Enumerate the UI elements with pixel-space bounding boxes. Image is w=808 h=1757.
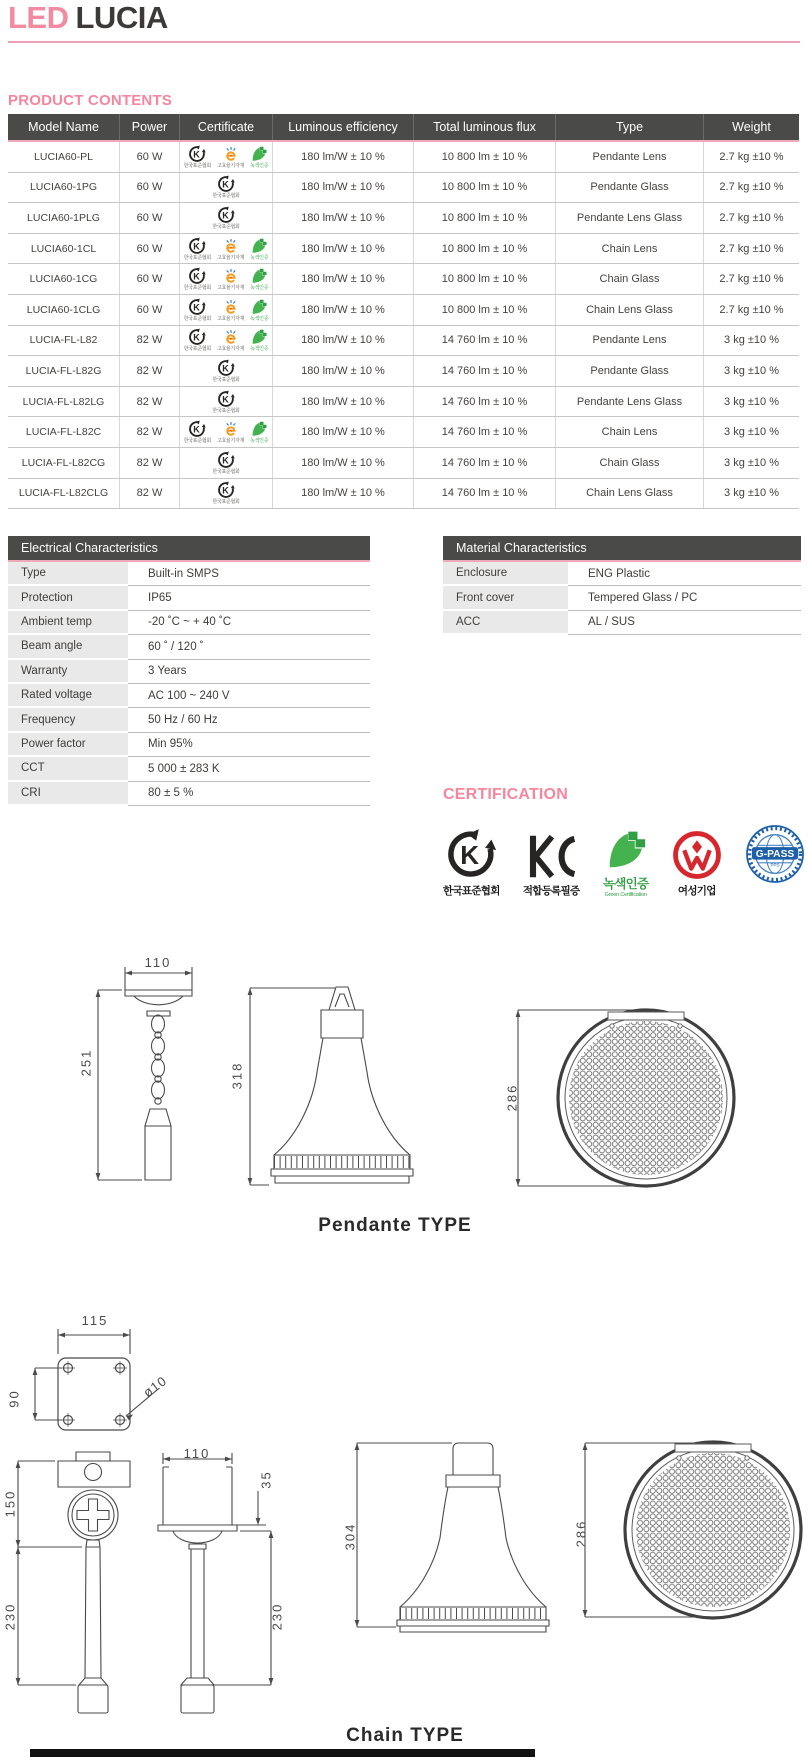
cell-type: Chain Lens <box>556 234 704 264</box>
cert-caption: 고효율기자재 <box>216 285 245 292</box>
women-enterprise-logo <box>672 810 722 898</box>
green-cert-caption: 녹색인증 <box>602 877 649 891</box>
cell-type: Pendante Lens Glass <box>556 203 704 233</box>
cert-caption: 한국표준협회 <box>212 407 240 414</box>
electrical-characteristics-table <box>8 536 370 806</box>
cell-power: 82 W <box>120 448 180 478</box>
women-enterprise-caption: 여성기업 <box>677 885 716 897</box>
cell-type: Pendante Glass <box>556 173 704 203</box>
table-row <box>8 264 799 295</box>
characteristic-value: -20 ˚C ~ + 40 ˚C <box>128 611 370 635</box>
cell-model-name: LUCIA60-1PG <box>8 173 120 203</box>
cert-caption: 한국표준협회 <box>183 438 211 445</box>
characteristic-row <box>8 635 370 659</box>
cell-certificates <box>180 173 273 203</box>
cell-total-luminous-flux: 10 800 lm ± 10 % <box>414 295 556 325</box>
cell-power: 60 W <box>120 295 180 325</box>
chain-hole-diameter-dim: ø10 <box>140 1372 170 1401</box>
energy-efficiency-mark-icon <box>217 237 244 261</box>
cell-weight: 2.7 kg ±10 % <box>719 303 784 316</box>
ks-mark-icon <box>184 237 211 261</box>
characteristic-label: Enclosure <box>443 562 568 584</box>
chain-face-drawing <box>560 1430 805 1630</box>
cell-certificates <box>180 295 273 325</box>
footer-bar <box>30 1749 535 1757</box>
gpass-logo-icon <box>745 824 805 884</box>
characteristic-value: 3 Years <box>128 660 370 684</box>
cell-luminous-efficiency: 180 lm/W ± 10 % <box>273 356 414 386</box>
chain-canopy-height-dim: 35 <box>258 1470 274 1489</box>
cert-caption: 녹색인증 <box>250 254 269 261</box>
cell-weight: 3 kg ±10 % <box>724 334 779 347</box>
characteristic-row <box>443 562 801 586</box>
cert-caption: 녹색인증 <box>250 285 269 292</box>
characteristic-label: Warranty <box>8 660 128 682</box>
cert-caption: 한국표준협회 <box>212 499 240 506</box>
col-header-total-luminous-flux: Total luminous flux <box>414 114 556 140</box>
cell-luminous-efficiency: 180 lm/W ± 10 % <box>273 173 414 203</box>
green-cert-mark-icon <box>250 267 268 291</box>
cell-weight: 2.7 kg ±10 % <box>719 242 784 255</box>
chain-body-drawing <box>330 1430 570 1640</box>
cell-type: Chain Glass <box>556 264 704 294</box>
characteristic-row <box>8 611 370 635</box>
cell-luminous-efficiency: 180 lm/W ± 10 % <box>273 295 414 325</box>
cert-caption: 녹색인증 <box>250 162 269 169</box>
brand-led: LED <box>8 0 69 35</box>
chain-plate-width-dim: 115 <box>81 1313 109 1328</box>
gpass-subtext: PPS <box>770 862 780 868</box>
characteristic-row <box>8 684 370 708</box>
pendante-body-height-dim: 318 <box>229 1061 245 1090</box>
cell-luminous-efficiency: 180 lm/W ± 10 % <box>273 264 414 294</box>
cell-certificates <box>180 234 273 264</box>
green-cert-mark-icon <box>250 298 268 322</box>
cell-weight: 3 kg ±10 % <box>724 456 779 469</box>
cell-certificates <box>180 387 273 417</box>
cell-total-luminous-flux: 10 800 lm ± 10 % <box>414 234 556 264</box>
ks-mark-icon <box>212 206 239 230</box>
ks-logo <box>443 810 500 898</box>
characteristic-value: 50 Hz / 60 Hz <box>128 708 370 732</box>
chain-face-diameter-dim: 286 <box>573 1519 589 1548</box>
table-row <box>8 387 799 418</box>
green-cert-logo-icon <box>603 827 649 873</box>
characteristic-value: 60 ˚ / 120 ˚ <box>128 635 370 659</box>
cert-caption: 한국표준협회 <box>183 254 211 261</box>
cell-power: 82 W <box>120 417 180 447</box>
ks-mark-icon <box>212 390 239 414</box>
cell-certificates <box>180 142 273 172</box>
ks-mark-icon <box>212 481 239 505</box>
chain-bracket-side-drawing <box>0 1445 140 1720</box>
cert-caption: 한국표준협회 <box>212 223 240 230</box>
cert-caption: 녹색인증 <box>250 438 269 445</box>
pendante-chain-length-dim: 251 <box>78 1048 94 1077</box>
cell-weight: 2.7 kg ±10 % <box>719 273 784 286</box>
cert-caption: 한국표준협회 <box>183 346 211 353</box>
table-row <box>8 142 799 173</box>
cert-caption: 녹색인증 <box>250 315 269 322</box>
cell-weight: 3 kg ±10 % <box>724 487 779 500</box>
pendante-body-drawing <box>225 950 415 1195</box>
green-cert-mark-icon <box>250 145 268 169</box>
cert-caption: 고효율기자재 <box>216 254 245 261</box>
characteristic-value: Tempered Glass / PC <box>568 586 801 610</box>
cell-type: Pendante Lens <box>556 326 704 356</box>
cell-weight: 3 kg ±10 % <box>724 395 779 408</box>
energy-efficiency-mark-icon <box>217 145 244 169</box>
gpass-logo <box>745 810 805 898</box>
cert-caption: 한국표준협회 <box>183 315 211 322</box>
cell-weight: 3 kg ±10 % <box>724 364 779 377</box>
green-cert-mark-icon <box>250 237 268 261</box>
cell-weight: 2.7 kg ±10 % <box>719 150 784 163</box>
table-row <box>8 356 799 387</box>
cell-type: Pendante Lens Glass <box>556 387 704 417</box>
cell-model-name: LUCIA-FL-L82G <box>8 356 120 386</box>
characteristic-label: ACC <box>443 611 568 633</box>
characteristic-value: Min 95% <box>128 733 370 757</box>
green-cert-logo <box>603 810 649 898</box>
certification-logos <box>443 810 805 898</box>
cell-model-name: LUCIA-FL-L82CLG <box>8 479 120 509</box>
cell-model-name: LUCIA60-PL <box>8 142 120 172</box>
cell-power: 82 W <box>120 356 180 386</box>
table-row <box>8 448 799 479</box>
cell-type: Pendante Glass <box>556 356 704 386</box>
pendante-face-diameter-dim: 286 <box>504 1083 520 1112</box>
characteristic-label: Protection <box>8 586 128 608</box>
cell-luminous-efficiency: 180 lm/W ± 10 % <box>273 203 414 233</box>
section-title-certification: CERTIFICATION <box>443 786 568 803</box>
characteristic-label: Type <box>8 562 128 584</box>
chain-type-title: Chain TYPE <box>346 1725 464 1746</box>
cell-power: 60 W <box>120 234 180 264</box>
cell-certificates <box>180 448 273 478</box>
cert-caption: 한국표준협회 <box>212 468 240 475</box>
electrical-table-title: Electrical Characteristics <box>8 536 370 562</box>
cell-weight: 2.7 kg ±10 % <box>719 181 784 194</box>
green-cert-subcaption: Green Certification <box>604 892 647 898</box>
cell-certificates <box>180 417 273 447</box>
cell-weight: 3 kg ±10 % <box>724 426 779 439</box>
cell-type: Chain Glass <box>556 448 704 478</box>
energy-efficiency-mark-icon <box>217 267 244 291</box>
ks-mark-icon <box>184 420 211 444</box>
cell-certificates <box>180 203 273 233</box>
characteristic-label: Power factor <box>8 733 128 755</box>
cert-caption: 한국표준협회 <box>212 376 240 383</box>
chain-canopy-width-dim: 110 <box>183 1446 211 1461</box>
characteristic-label: CCT <box>8 757 128 779</box>
chain-body-height-dim: 304 <box>342 1522 358 1551</box>
chain-arm-length-front-dim: 230 <box>269 1602 285 1631</box>
characteristic-row <box>8 586 370 610</box>
cell-total-luminous-flux: 10 800 lm ± 10 % <box>414 173 556 203</box>
cell-total-luminous-flux: 14 760 lm ± 10 % <box>414 479 556 509</box>
cell-luminous-efficiency: 180 lm/W ± 10 % <box>273 234 414 264</box>
cell-luminous-efficiency: 180 lm/W ± 10 % <box>273 387 414 417</box>
cell-type: Chain Lens Glass <box>556 295 704 325</box>
col-header-weight: Weight <box>732 120 771 134</box>
characteristic-value: ENG Plastic <box>568 562 801 586</box>
table-row <box>8 234 799 265</box>
kc-logo <box>523 810 580 898</box>
cell-total-luminous-flux: 10 800 lm ± 10 % <box>414 264 556 294</box>
cell-type: Chain Lens Glass <box>556 479 704 509</box>
ks-mark-icon <box>184 328 211 352</box>
table-row <box>8 295 799 326</box>
header-divider <box>8 41 800 43</box>
gpass-text: G-PASS <box>755 849 795 860</box>
cell-model-name: LUCIA60-1PLG <box>8 203 120 233</box>
chain-arm-length-dim: 230 <box>2 1602 18 1631</box>
cell-power: 82 W <box>120 479 180 509</box>
characteristic-row <box>8 708 370 732</box>
cell-luminous-efficiency: 180 lm/W ± 10 % <box>273 448 414 478</box>
cell-power: 82 W <box>120 387 180 417</box>
cert-caption: 한국표준협회 <box>183 162 211 169</box>
product-spec-table <box>8 114 799 509</box>
table-row <box>8 203 799 234</box>
col-header-model-name: Model Name <box>8 114 120 140</box>
cell-type: Pendante Lens <box>556 142 704 172</box>
cell-total-luminous-flux: 14 760 lm ± 10 % <box>414 387 556 417</box>
cell-power: 82 W <box>120 326 180 356</box>
kc-logo-icon <box>524 833 578 880</box>
characteristic-row <box>8 782 370 806</box>
table-row <box>8 479 799 510</box>
cert-caption: 한국표준협회 <box>183 285 211 292</box>
cell-power: 60 W <box>120 173 180 203</box>
page-title <box>8 0 168 36</box>
characteristic-row <box>8 562 370 586</box>
cell-model-name: LUCIA60-1CLG <box>8 295 120 325</box>
table-row <box>8 326 799 357</box>
characteristic-label: CRI <box>8 782 128 804</box>
characteristic-label: Ambient temp <box>8 611 128 633</box>
cell-model-name: LUCIA-FL-L82CG <box>8 448 120 478</box>
green-cert-mark-icon <box>250 420 268 444</box>
cell-certificates <box>180 356 273 386</box>
cell-weight: 2.7 kg ±10 % <box>719 211 784 224</box>
cell-model-name: LUCIA-FL-L82C <box>8 417 120 447</box>
cert-caption: 고효율기자재 <box>216 346 245 353</box>
energy-efficiency-mark-icon <box>217 298 244 322</box>
characteristic-row <box>8 757 370 781</box>
ks-mark-icon <box>184 298 211 322</box>
cell-certificates <box>180 479 273 509</box>
cell-total-luminous-flux: 14 760 lm ± 10 % <box>414 356 556 386</box>
cert-caption: 고효율기자재 <box>216 162 245 169</box>
characteristic-value: Built-in SMPS <box>128 562 370 586</box>
pendante-type-title: Pendante TYPE <box>318 1215 472 1236</box>
col-header-power: Power <box>120 114 180 140</box>
ks-mark-icon <box>212 451 239 475</box>
cell-model-name: LUCIA60-1CL <box>8 234 120 264</box>
cell-power: 60 W <box>120 142 180 172</box>
col-header-type: Type <box>556 114 704 140</box>
ks-logo-icon <box>445 828 497 880</box>
green-cert-mark-icon <box>250 328 268 352</box>
energy-efficiency-mark-icon <box>217 328 244 352</box>
ks-mark-icon <box>184 145 211 169</box>
cell-total-luminous-flux: 14 760 lm ± 10 % <box>414 448 556 478</box>
ks-logo-caption: 한국표준협회 <box>443 885 500 897</box>
col-header-certificate: Certificate <box>180 114 273 140</box>
chain-plate-hole-span-dim: 90 <box>6 1389 22 1408</box>
characteristic-value: AL / SUS <box>568 611 801 635</box>
pendante-face-drawing <box>490 1000 740 1195</box>
ks-mark-icon <box>184 267 211 291</box>
ks-mark-icon <box>212 175 239 199</box>
characteristic-row <box>443 611 801 635</box>
chain-bracket-height-dim: 150 <box>2 1489 18 1518</box>
col-header-luminous-efficiency: Luminous efficiency <box>273 114 414 140</box>
cell-luminous-efficiency: 180 lm/W ± 10 % <box>273 326 414 356</box>
cell-power: 60 W <box>120 203 180 233</box>
cell-luminous-efficiency: 180 lm/W ± 10 % <box>273 417 414 447</box>
cell-total-luminous-flux: 14 760 lm ± 10 % <box>414 326 556 356</box>
cert-caption: 녹색인증 <box>250 346 269 353</box>
cert-caption: 고효율기자재 <box>216 315 245 322</box>
characteristic-label: Frequency <box>8 708 128 730</box>
pendante-mount-width-dim: 110 <box>144 955 172 970</box>
characteristic-label: Beam angle <box>8 635 128 657</box>
cell-model-name: LUCIA-FL-L82 <box>8 326 120 356</box>
characteristic-row <box>8 733 370 757</box>
cert-caption: 한국표준협회 <box>212 193 240 200</box>
cell-total-luminous-flux: 10 800 lm ± 10 % <box>414 203 556 233</box>
characteristic-value: 5 000 ± 283 K <box>128 757 370 781</box>
cell-luminous-efficiency: 180 lm/W ± 10 % <box>273 479 414 509</box>
characteristic-row <box>443 586 801 610</box>
cell-total-luminous-flux: 14 760 lm ± 10 % <box>414 417 556 447</box>
cert-caption: 고효율기자재 <box>216 438 245 445</box>
brand-model: LUCIA <box>75 0 168 35</box>
characteristic-label: Front cover <box>443 586 568 608</box>
ks-mark-icon <box>212 359 239 383</box>
characteristic-row <box>8 660 370 684</box>
characteristic-label: Rated voltage <box>8 684 128 706</box>
characteristic-value: 80 ± 5 % <box>128 782 370 806</box>
cell-type: Chain Lens <box>556 417 704 447</box>
characteristic-value: AC 100 ~ 240 V <box>128 684 370 708</box>
kc-logo-caption: 적합등록필증 <box>522 885 580 897</box>
cell-certificates <box>180 326 273 356</box>
material-characteristics-table <box>443 536 801 635</box>
energy-efficiency-mark-icon <box>217 420 244 444</box>
cell-model-name: LUCIA60-1CG <box>8 264 120 294</box>
table-header-row <box>8 114 799 142</box>
cell-model-name: LUCIA-FL-L82LG <box>8 387 120 417</box>
cell-power: 60 W <box>120 264 180 294</box>
material-table-title: Material Characteristics <box>443 536 801 562</box>
characteristic-value: IP65 <box>128 586 370 610</box>
section-title-product-contents: PRODUCT CONTENTS <box>8 92 173 109</box>
table-row <box>8 417 799 448</box>
cell-total-luminous-flux: 10 800 lm ± 10 % <box>414 142 556 172</box>
table-row <box>8 173 799 204</box>
women-enterprise-logo-icon <box>672 830 722 880</box>
cell-luminous-efficiency: 180 lm/W ± 10 % <box>273 142 414 172</box>
cell-certificates <box>180 264 273 294</box>
